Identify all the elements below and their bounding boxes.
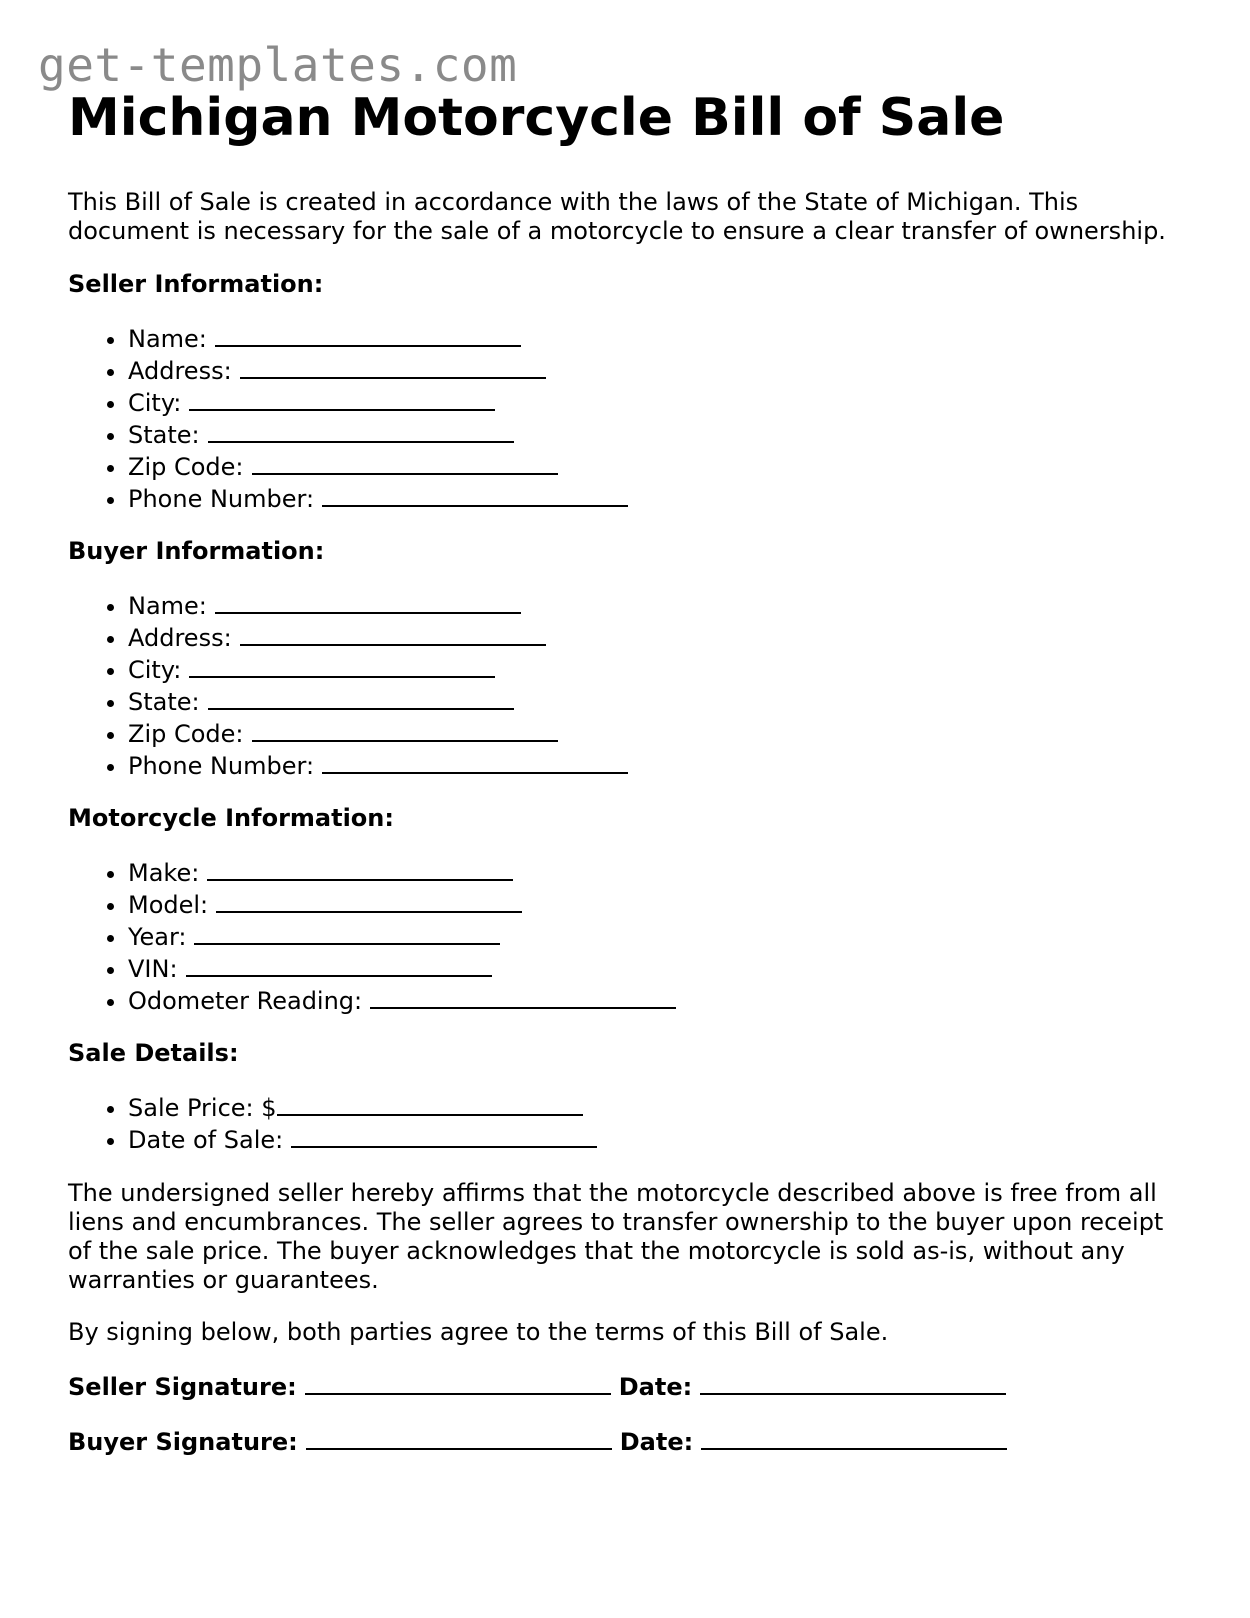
field-label: Sale Price: $ — [128, 1094, 277, 1122]
buyer-signature-line — [68, 1425, 1188, 1457]
motorcycle-section-heading: Motorcycle Information: — [68, 804, 394, 832]
field-label: Zip Code: — [128, 453, 244, 481]
seller-city-item — [128, 386, 1188, 418]
affirmation-paragraph: The undersigned seller hereby affirms that the motorcycle described above is free from all liens and encumbrances. The seller agrees to transfer ownership to the buyer upon receipt of the sale price. The buyer acknowledges that the motorcycle is sold as-is, without any warranties or guarantees. — [68, 1179, 1164, 1294]
sale-date-item — [128, 1123, 1188, 1155]
seller-state-item — [128, 418, 1188, 450]
seller-address-blank[interactable] — [240, 354, 546, 379]
motorcycle-year-item — [128, 920, 1188, 952]
sale-price-blank[interactable] — [277, 1091, 583, 1116]
buyer-zip-item — [128, 717, 1188, 749]
buyer-phone-blank[interactable] — [322, 749, 628, 774]
field-label: Name: — [128, 325, 207, 353]
buyer-signature-label: Buyer Signature: — [68, 1428, 298, 1456]
buyer-date-blank[interactable] — [701, 1425, 1007, 1450]
seller-signature-label: Seller Signature: — [68, 1373, 297, 1401]
seller-address-item — [128, 354, 1188, 386]
motorcycle-year-blank[interactable] — [194, 920, 500, 945]
buyer-date-label: Date: — [619, 1428, 694, 1456]
buyer-city-blank[interactable] — [189, 653, 495, 678]
sale-date-blank[interactable] — [291, 1123, 597, 1148]
buyer-signature-blank[interactable] — [306, 1425, 612, 1450]
agreement-paragraph: By signing below, both parties agree to the terms of this Bill of Sale. — [68, 1318, 889, 1346]
motorcycle-odometer-blank[interactable] — [370, 984, 676, 1009]
field-label: Make: — [128, 859, 200, 887]
field-label: Date of Sale: — [128, 1126, 284, 1154]
motorcycle-make-blank[interactable] — [207, 856, 513, 881]
field-label: Odometer Reading: — [128, 987, 363, 1015]
field-label: City: — [128, 389, 182, 417]
field-label: Zip Code: — [128, 720, 244, 748]
buyer-name-item — [128, 589, 1188, 621]
field-label: State: — [128, 421, 200, 449]
seller-date-blank[interactable] — [700, 1370, 1006, 1395]
seller-signature-blank[interactable] — [305, 1370, 611, 1395]
field-label: Model: — [128, 891, 209, 919]
field-label: Name: — [128, 592, 207, 620]
field-label: State: — [128, 688, 200, 716]
buyer-address-blank[interactable] — [240, 621, 546, 646]
buyer-state-item — [128, 685, 1188, 717]
buyer-section-heading: Buyer Information: — [68, 537, 325, 565]
field-label: Year: — [128, 923, 187, 951]
field-label: Phone Number: — [128, 485, 315, 513]
field-label: Address: — [128, 624, 232, 652]
seller-signature-line — [68, 1370, 1188, 1402]
buyer-zip-blank[interactable] — [252, 717, 558, 742]
field-label: Phone Number: — [128, 752, 315, 780]
seller-section-heading: Seller Information: — [68, 270, 324, 298]
watermark: get-templates.com — [38, 38, 518, 92]
seller-date-label: Date: — [618, 1373, 693, 1401]
motorcycle-vin-blank[interactable] — [186, 952, 492, 977]
seller-field-list — [68, 322, 1188, 514]
buyer-address-item — [128, 621, 1188, 653]
buyer-city-item — [128, 653, 1188, 685]
motorcycle-field-list — [68, 856, 1188, 1016]
sale-section-heading: Sale Details: — [68, 1039, 239, 1067]
motorcycle-model-blank[interactable] — [216, 888, 522, 913]
seller-phone-item — [128, 482, 1188, 514]
seller-name-blank[interactable] — [215, 322, 521, 347]
buyer-phone-item — [128, 749, 1188, 781]
seller-name-item — [128, 322, 1188, 354]
motorcycle-vin-item — [128, 952, 1188, 984]
seller-city-blank[interactable] — [189, 386, 495, 411]
motorcycle-odometer-item — [128, 984, 1188, 1016]
seller-zip-item — [128, 450, 1188, 482]
buyer-name-blank[interactable] — [215, 589, 521, 614]
sale-price-item — [128, 1091, 1188, 1123]
document-title: Michigan Motorcycle Bill of Sale — [68, 88, 1005, 148]
motorcycle-model-item — [128, 888, 1188, 920]
sale-field-list — [68, 1091, 1188, 1155]
motorcycle-make-item — [128, 856, 1188, 888]
document — [68, 84, 1188, 1457]
field-label: VIN: — [128, 955, 178, 983]
intro-paragraph: This Bill of Sale is created in accordance with the laws of the State of Michigan. This document is necessary for the sale of a motorcycle to ensure a clear transfer of ownership. — [68, 188, 1166, 245]
field-label: Address: — [128, 357, 232, 385]
seller-phone-blank[interactable] — [322, 482, 628, 507]
field-label: City: — [128, 656, 182, 684]
buyer-field-list — [68, 589, 1188, 781]
buyer-state-blank[interactable] — [208, 685, 514, 710]
seller-zip-blank[interactable] — [252, 450, 558, 475]
seller-state-blank[interactable] — [208, 418, 514, 443]
